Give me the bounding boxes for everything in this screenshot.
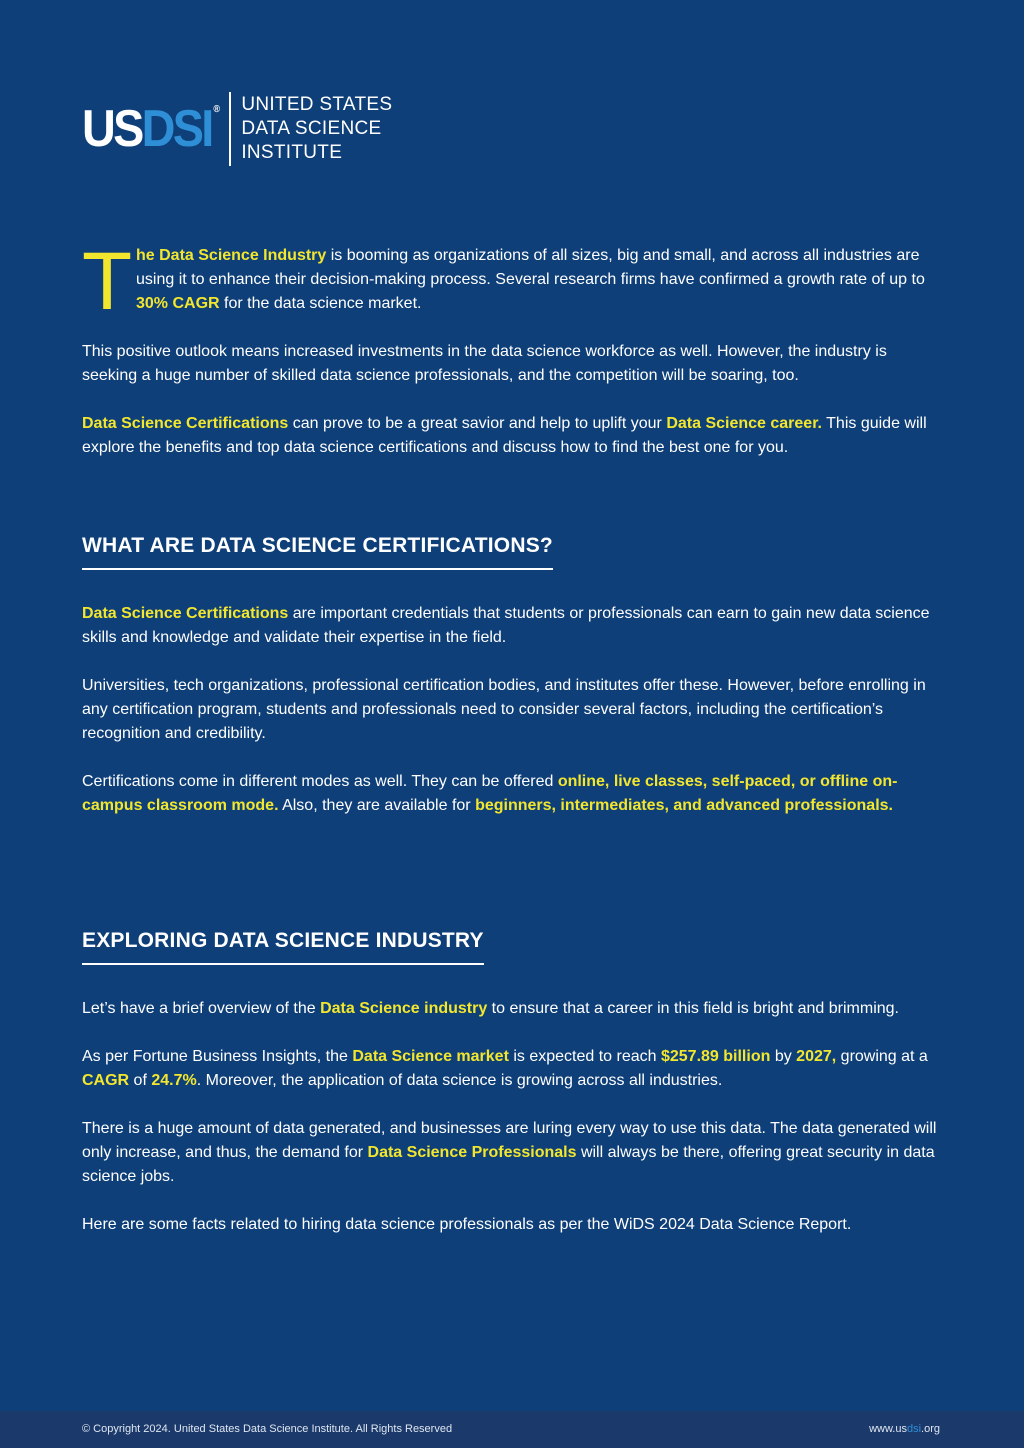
footer-url-suffix: .org xyxy=(921,1423,940,1435)
body-text: can prove to be a great savior and help to uplift your xyxy=(288,415,667,432)
footer-url[interactable] xyxy=(869,1423,940,1435)
highlight-text: beginners, intermediates, and advanced professionals. xyxy=(475,797,893,814)
body-text: by xyxy=(770,1048,797,1065)
body-text: As per Fortune Business Insights, the xyxy=(82,1048,353,1065)
intro-paragraph xyxy=(82,236,944,327)
logo-mark xyxy=(82,100,220,158)
highlight-text: $257.89 billion xyxy=(660,1048,771,1065)
highlight-text: Data Science Certifications xyxy=(82,415,289,432)
footer-copyright: © Copyright 2024. United States Data Science Institute. All Rights Reserved xyxy=(82,1423,453,1435)
highlight-text: CAGR xyxy=(82,1072,130,1089)
highlight-text: he Data Science Industry xyxy=(136,247,327,264)
body-text: . Moreover, the application of data science is growing across all industries. xyxy=(196,1072,723,1089)
paragraph-modes xyxy=(82,770,944,818)
body-text: is booming as organizations of all sizes, big and small, and across all industries are using it to enhance their decision-making process. Several research firms have confirmed a growth rate of up to xyxy=(136,247,925,288)
paragraph-market xyxy=(82,1045,944,1093)
logo-dsi: DSI xyxy=(141,100,212,158)
highlight-text: 30% CAGR xyxy=(136,295,220,312)
highlight-text: online, live classes, self-paced, or offline on-campus classroom mode. xyxy=(82,773,898,814)
highlight-text: Data Science Professionals xyxy=(367,1144,577,1161)
highlight-text: Data Science market xyxy=(352,1048,509,1065)
intro-text xyxy=(136,244,944,316)
page-footer xyxy=(0,1411,1024,1448)
body-text: to ensure that a career in this field is bright and brimming. xyxy=(487,1000,899,1017)
logo-line-1: UNITED STATES xyxy=(241,94,393,115)
body-text: for the data science market. xyxy=(219,295,422,312)
logo-text xyxy=(241,93,392,165)
footer-url-accent: dsi xyxy=(906,1423,922,1435)
paragraph-data-growth xyxy=(82,1117,944,1189)
body-text: There is a huge amount of data generated, and businesses are luring every way to use this data. The data generated will only increase, and thus, the demand for xyxy=(82,1120,937,1161)
footer-url-prefix: www.us xyxy=(869,1423,907,1435)
body-text: Let’s have a brief overview of the xyxy=(82,1000,321,1017)
body-text: This guide will explore the benefits and top data science certifications and discuss how to find the best one for you. xyxy=(82,415,927,456)
logo-divider xyxy=(229,92,231,166)
registered-mark: ® xyxy=(213,104,220,115)
body-text: will always be there, offering great security in data science jobs. xyxy=(82,1144,935,1185)
drop-cap: T xyxy=(82,236,133,327)
body-text: are important credentials that students or professionals can earn to gain new data science skills and knowledge and validate their expertise in the field. xyxy=(82,605,930,646)
body-text: Certifications come in different modes as well. They can be offered xyxy=(82,773,558,790)
paragraph-facts: Here are some facts related to hiring data science professionals as per the WiDS 2024 Data Science Report. xyxy=(82,1216,852,1233)
paragraph-overview xyxy=(82,997,944,1021)
section-heading-industry: EXPLORING DATA SCIENCE INDUSTRY xyxy=(82,927,484,965)
logo-line-3: INSTITUTE xyxy=(241,142,343,163)
paragraph-outlook: This positive outlook means increased investments in the data science workforce as well. However, the industry is seeking a huge number of skilled data science professionals, and the competition will be soaring, too. xyxy=(82,343,887,384)
body-text: Also, they are available for xyxy=(278,797,476,814)
body-text: of xyxy=(129,1072,152,1089)
highlight-text: 24.7% xyxy=(151,1072,197,1089)
logo-us: US xyxy=(82,100,142,158)
highlight-text: Data Science Certifications xyxy=(82,605,289,622)
paragraph-providers: Universities, tech organizations, professional certification bodies, and institutes offer these. However, before enrolling in any certification program, students and professionals need to consider several factors, including the certification’s recognition and credibility. xyxy=(82,677,926,742)
section-heading-certifications: WHAT ARE DATA SCIENCE CERTIFICATIONS? xyxy=(82,532,553,570)
paragraph-definition xyxy=(82,602,944,650)
highlight-text: Data Science career. xyxy=(666,415,822,432)
body-text: is expected to reach xyxy=(508,1048,661,1065)
body-text: growing at a xyxy=(836,1048,928,1065)
usdsi-logo xyxy=(82,90,392,168)
logo-line-2: DATA SCIENCE xyxy=(241,118,382,139)
highlight-text: Data Science industry xyxy=(320,1000,488,1017)
highlight-text: 2027, xyxy=(796,1048,837,1065)
paragraph-certifications-intro xyxy=(82,412,944,460)
